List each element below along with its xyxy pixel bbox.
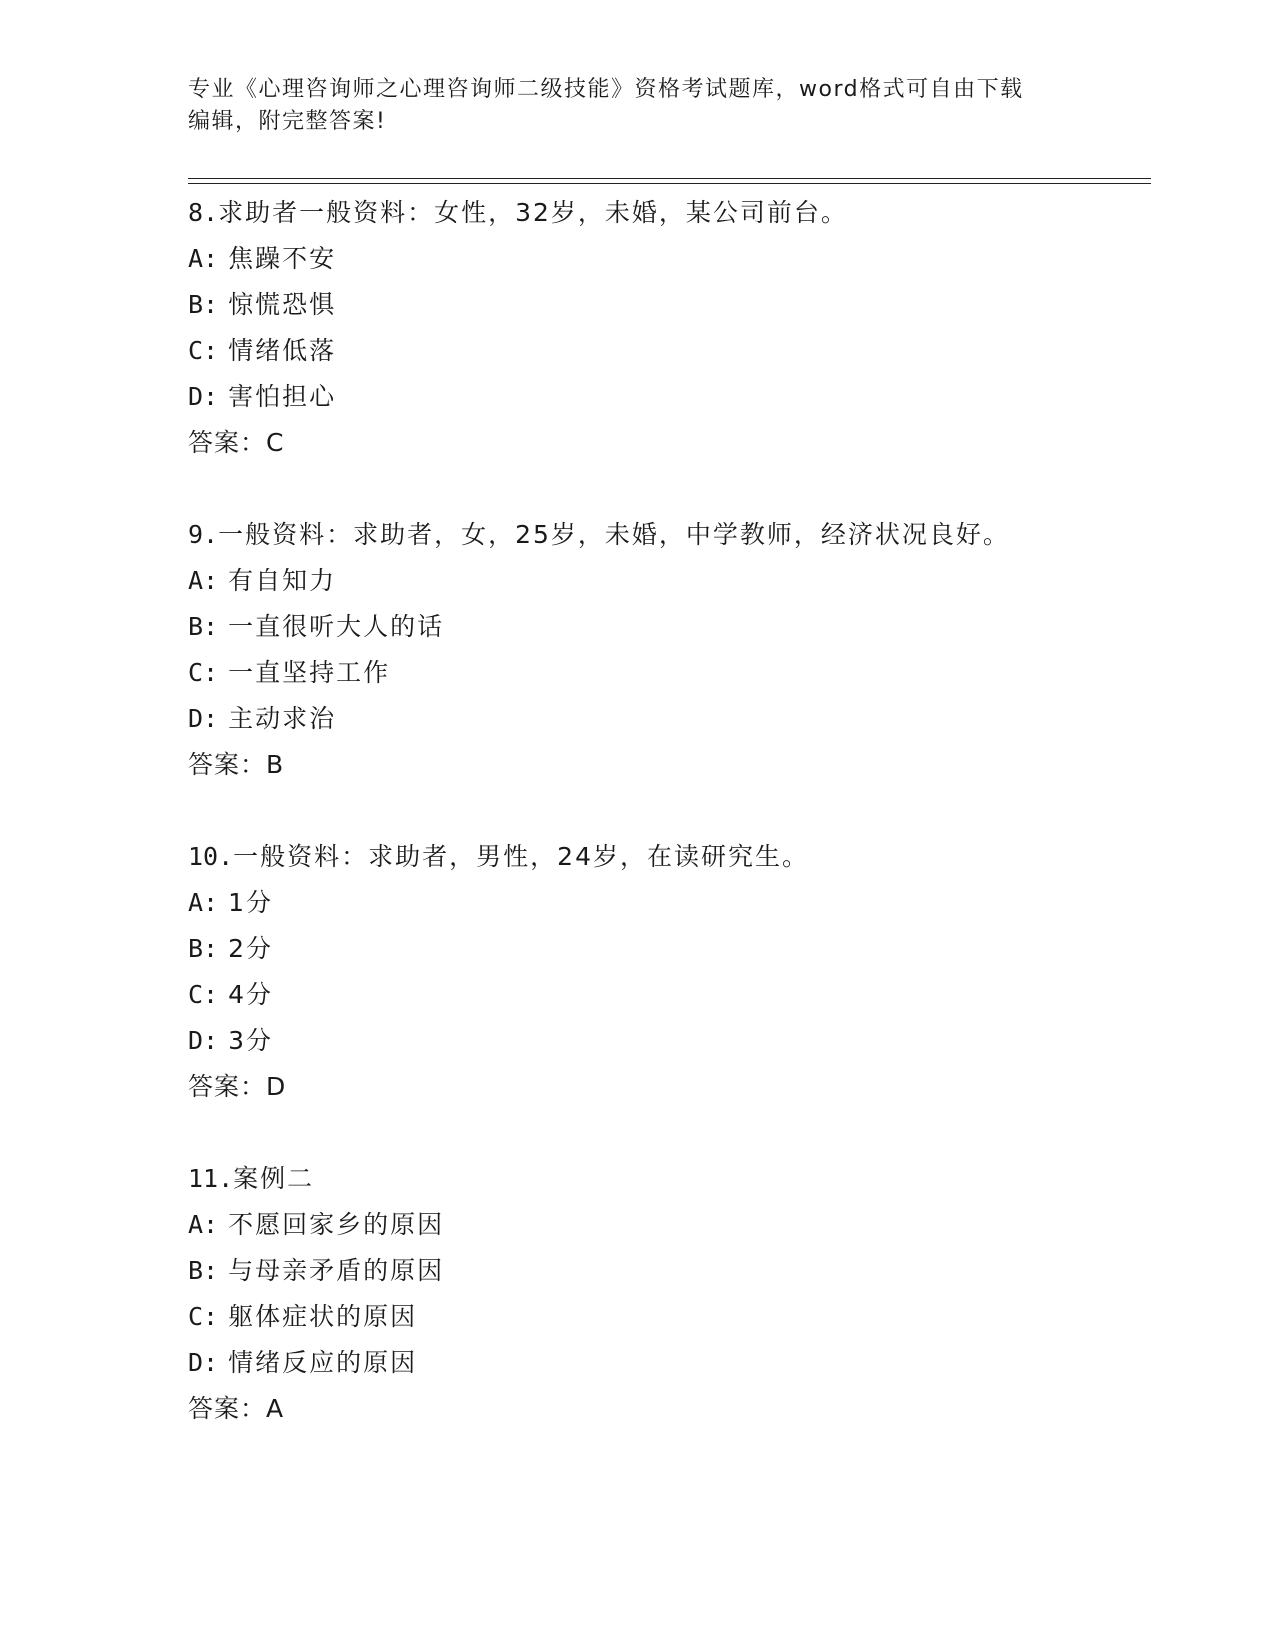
question-9 [188,512,1148,788]
option-d [188,374,1148,420]
option-label: C: [188,1302,219,1331]
document-header [188,74,1088,138]
header-line-1: 专业《心理咨询师之心理咨询师二级技能》资格考试题库，word格式可自由下载 [188,77,1024,102]
option-c [188,972,1148,1018]
header-line-2: 编辑，附完整答案! [188,109,387,134]
option-text: 情绪反应的原因 [228,1348,418,1377]
option-text: 一直很听大人的话 [228,612,445,641]
option-text: 情绪低落 [228,336,337,365]
question-number: 8. [188,198,219,227]
option-b [188,282,1148,328]
answer-line: 答案：C [188,428,285,457]
option-text: 有自知力 [228,566,337,595]
option-a [188,1202,1148,1248]
option-label: D: [188,704,219,733]
option-label: B: [188,934,219,963]
question-stem [188,512,1148,558]
question-number: 9. [188,520,219,549]
option-text: 与母亲矛盾的原因 [228,1256,445,1285]
question-text: 一般资料：求助者，男性，24岁，在读研究生。 [233,842,809,871]
question-text: 求助者一般资料：女性，32岁，未婚，某公司前台。 [218,198,848,227]
question-10 [188,834,1148,1110]
option-text: 不愿回家乡的原因 [228,1210,445,1239]
option-a [188,236,1148,282]
question-11 [188,1156,1148,1432]
option-label: A: [188,1210,219,1239]
option-b [188,604,1148,650]
option-text: 2分 [228,934,273,963]
option-text: 4分 [228,980,273,1009]
option-a [188,558,1148,604]
option-label: A: [188,566,219,595]
option-b [188,926,1148,972]
question-stem [188,1156,1148,1202]
answer-line: 答案：B [188,750,285,779]
option-text: 躯体症状的原因 [228,1302,418,1331]
option-text: 3分 [228,1026,273,1055]
option-d [188,696,1148,742]
question-number: 11. [188,1164,234,1193]
option-label: C: [188,336,219,365]
option-label: D: [188,1348,219,1377]
option-b [188,1248,1148,1294]
option-text: 惊慌恐惧 [228,290,337,319]
option-label: D: [188,1026,219,1055]
option-text: 1分 [228,888,273,917]
question-stem [188,834,1148,880]
option-text: 焦躁不安 [228,244,337,273]
option-label: A: [188,244,219,273]
option-label: C: [188,980,219,1009]
header-divider-bottom [188,183,1151,184]
option-label: B: [188,290,219,319]
option-label: A: [188,888,219,917]
answer-line: 答案：A [188,1394,285,1423]
option-label: D: [188,382,219,411]
option-a [188,880,1148,926]
question-list [188,190,1148,1478]
answer-line: 答案：D [188,1072,287,1101]
question-number: 10. [188,842,234,871]
option-c [188,650,1148,696]
option-label: B: [188,1256,219,1285]
option-label: C: [188,658,219,687]
option-label: B: [188,612,219,641]
option-text: 主动求治 [228,704,337,733]
option-text: 一直坚持工作 [228,658,391,687]
question-8 [188,190,1148,466]
option-c [188,1294,1148,1340]
option-d [188,1340,1148,1386]
question-text: 案例二 [233,1164,315,1193]
question-text: 一般资料：求助者，女，25岁，未婚，中学教师，经济状况良好。 [218,520,1010,549]
header-divider-top [188,178,1151,179]
question-stem [188,190,1148,236]
option-text: 害怕担心 [228,382,337,411]
option-c [188,328,1148,374]
option-d [188,1018,1148,1064]
